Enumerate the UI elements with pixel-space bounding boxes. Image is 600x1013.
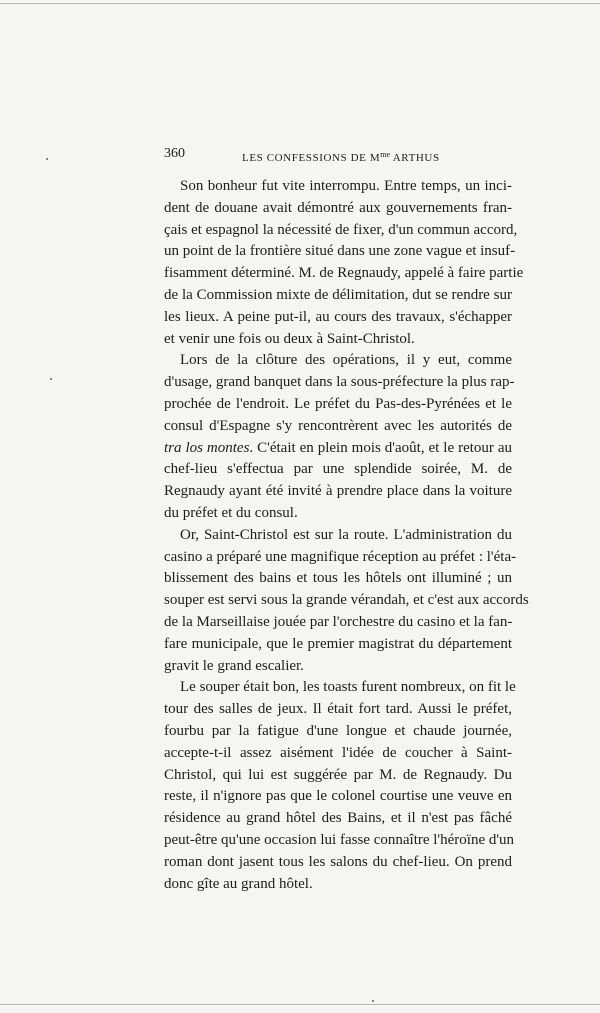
paragraph [164,677,516,895]
bottom-edge-rule [0,1004,600,1005]
text-line: blissement des bains et tous les hôtels ont illuminé ; un [164,570,512,587]
paragraph [164,525,529,678]
ink-speck [372,1000,374,1002]
text-line: d'usage, grand banquet dans la sous-préfecture la plus rap- [164,374,515,391]
text-line: de la Commission mixte de délimitation, dut se rendre sur [164,286,512,303]
text-line: résidence au grand hôtel des Bains, et il n'est pas fâché [164,810,512,827]
text-line: Regnaudy ayant été invité à prendre place dans la voiture [164,483,512,500]
text-line: prochée de l'endroit. Le préfet du Pas-des-Pyrénées et le [164,395,512,412]
text-line: tour des salles de jeux. Il était fort tard. Aussi le préfet, [164,701,512,718]
ink-speck [50,378,52,380]
text-line: Le souper était bon, les toasts furent nombreux, on fit le [180,679,516,696]
text-line: donc gîte au grand hôtel. [164,875,313,892]
text-line: Christol, qui lui est suggérée par M. de Regnaudy. Du [164,766,512,783]
text-line: çais et espagnol la nécessité de fixer, d'un commun accord, [164,221,518,238]
text-line: dent de douane avait démontré aux gouvernements fran- [164,199,512,216]
text-line: gravit le grand escalier. [164,657,304,674]
body-text [164,176,529,895]
ink-speck [46,158,48,160]
text-line: un point de la frontière situé dans une zone vague et insuf- [164,243,516,260]
running-title-text: LES CONFESSIONS DE M [242,152,381,164]
running-title-suffix: ARTHUS [390,152,440,164]
page-number: 360 [164,146,185,161]
text-line: consul d'Espagne s'y rencontrèrent avec les autorités de [164,417,512,434]
text-line: tra los montes. C'était en plein mois d'août, et le retour au [164,439,512,456]
text-line: reste, il n'ignore pas que le colonel courtise une veuve en [164,788,512,805]
text-line: accepte-t-il assez aisément l'idée de coucher à Saint- [164,744,512,761]
text-line: Lors de la clôture des opérations, il y eut, comme [180,352,512,369]
text-line: et venir une fois ou deux à Saint-Christol. [164,330,415,347]
text-line: de la Marseillaise jouée par l'orchestre du casino et la fan- [164,613,513,630]
text-line: fisamment déterminé. M. de Regnaudy, appelé à faire partie [164,265,524,282]
text-line: roman dont jasent tous les salons du chef-lieu. On prend [164,853,512,870]
text-line: peut-être qu'une occasion lui fasse connaître l'héroïne d'un [164,831,515,848]
text-line: Or, Saint-Christol est sur la route. L'administration du [180,526,512,543]
text-line: Son bonheur fut vite interrompu. Entre temps, un inci- [180,178,512,194]
text-line: fare municipale, que le premier magistrat du département [164,635,512,652]
text-line: souper est servi sous la grande vérandah, et c'est aux accords [164,592,529,609]
text-line: chef-lieu s'effectua par une splendide soirée, M. de [164,461,512,478]
text-line: du préfet et du consul. [164,504,298,521]
text-line: casino a préparé une magnifique réception au préfet : l'éta- [164,548,517,565]
running-title-superscript: me [380,150,390,159]
text-line: fourbu par la fatigue d'une longue et chaude journée, [164,722,512,739]
paragraph [164,350,515,524]
running-title [242,147,440,166]
top-edge-rule [0,3,600,4]
paragraph [164,176,524,350]
text-line: les lieux. A peine put-il, au cours des travaux, s'échapper [164,308,512,325]
